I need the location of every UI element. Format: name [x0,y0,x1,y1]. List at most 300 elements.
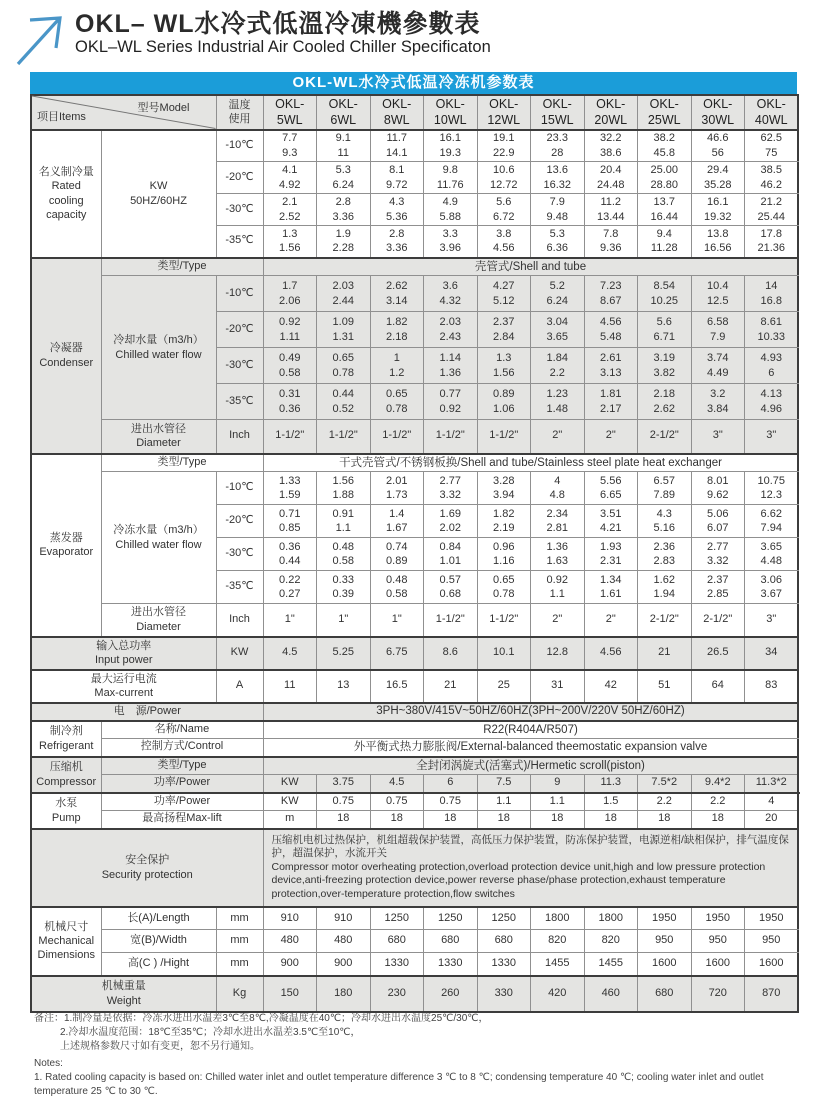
name-value-cell: R22(R404A/R507) [263,721,798,739]
value-cell: 2.77 3.32 [691,538,745,571]
value-cell: 20 [745,811,799,829]
value-cell: 900 [317,953,371,976]
doc-header [0,0,828,70]
value-cell: 2.8 3.36 [317,194,371,226]
note-line-zh1: 备注：1.制冷量是依据：冷冻水进出水温差3℃至8℃,冷凝温度在40℃；冷却水进出水温度25℃/30℃， [34,1013,489,1024]
value-cell: 13.8 16.56 [691,226,745,258]
value-cell: 680 [370,930,424,953]
value-cell: 4.3 5.36 [370,194,424,226]
value-cell: 1.7 2.06 [263,276,317,312]
value-cell: 0.92 1.11 [263,312,317,348]
doc-title-en: OKL–WL Series Industrial Air Cooled Chiller Specificaton [75,38,491,56]
model-header-cell: OKL- 30WL [691,95,745,130]
value-cell: 820 [584,930,638,953]
value-cell: 2" [531,604,585,637]
temp-cell: -30℃ [216,194,263,226]
table-row [31,472,798,505]
model-header-cell: OKL- 15WL [531,95,585,130]
value-cell: 0.48 0.58 [317,538,371,571]
model-label: 型号Model [137,102,190,114]
name-label-cell: 名称/Name [101,721,263,739]
value-cell: 38.5 46.2 [745,162,799,194]
value-cell: 5.56 6.65 [584,472,638,505]
value-cell: 8.61 10.33 [745,312,799,348]
table-row [31,721,798,739]
temp-cell: -30℃ [216,538,263,571]
value-cell: 0.57 0.68 [424,571,478,604]
value-cell: 480 [317,930,371,953]
value-cell: 1330 [370,953,424,976]
value-cell: 1.69 2.02 [424,505,478,538]
section-label-cell: 机械重量 Weight [31,976,216,1012]
temp-header-cell: 温度 使用 [216,95,263,130]
doc-title-zh: OKL– WL水冷式低溫冷凍機參數表 [75,10,481,38]
notes [34,1012,814,1099]
value-cell: 3.06 3.67 [745,571,799,604]
control-label-cell: 控制方式/Control [101,739,263,757]
value-cell: 13 [317,670,371,703]
value-cell: 8.6 [424,637,478,670]
value-cell: 18 [424,811,478,829]
value-cell: 1.84 2.2 [531,348,585,384]
value-cell: 46.6 56 [691,130,745,162]
flow-label-cell: 冷却水量（m3/h） Chilled water flow [101,276,216,420]
value-cell: 2" [531,420,585,454]
control-value-cell: 外平衡式热力膨胀阀/External-balanced theemostatic expansion valve [263,739,798,757]
value-cell: 0.74 0.89 [370,538,424,571]
table-row [31,95,798,130]
value-cell: 8.01 9.62 [691,472,745,505]
value-cell: 9.4 11.28 [638,226,692,258]
value-cell: 6 [424,775,478,793]
diameter-label-cell: 进出水管径 Diameter [101,604,216,637]
model-header-cell: OKL- 6WL [317,95,371,130]
value-cell: 42 [584,670,638,703]
value-cell: 31 [531,670,585,703]
value-cell: 16.5 [370,670,424,703]
unit-cell: mm [216,907,263,930]
value-cell: 950 [691,930,745,953]
value-cell: 0.92 1.1 [531,571,585,604]
value-cell: 1.36 1.63 [531,538,585,571]
value-cell: 1600 [745,953,799,976]
value-cell: 9 [531,775,585,793]
value-cell: 18 [691,811,745,829]
value-cell: 10.1 [477,637,531,670]
table-row [31,739,798,757]
table-row [31,930,798,953]
dim-label-cell: 宽(B)/Width [101,930,216,953]
value-cell: 4.5 [370,775,424,793]
value-cell: 1330 [477,953,531,976]
value-cell: 260 [424,976,478,1012]
security-text-zh: 压缩机电机过热保护，机组超载保护装置，高低压力保护装置，防冻保护装置，电源逆相/缺相保护，排气温度保护，超温保护，水流开关 [271,833,789,860]
value-cell: 2.36 2.83 [638,538,692,571]
value-cell: 7.7 9.3 [263,130,317,162]
power-label-cell: 功率/Power [101,775,263,793]
value-cell: 1.82 2.18 [370,312,424,348]
value-cell: 5.6 6.72 [477,194,531,226]
table-row [31,604,798,637]
value-cell: 2.2 [638,793,692,811]
temp-cell: -20℃ [216,505,263,538]
value-cell: 680 [638,976,692,1012]
model-header-cell: OKL- 10WL [424,95,478,130]
value-cell: 1950 [691,907,745,930]
value-cell: 13.6 16.32 [531,162,585,194]
value-cell: 21 [424,670,478,703]
value-cell: 3" [691,420,745,454]
value-cell: 4 [745,793,799,811]
value-cell: 2" [584,420,638,454]
type-label-cell: 类型/Type [101,757,263,775]
section-label-cell: 压缩机 Compressor [31,757,101,793]
value-cell: 2-1/2" [638,420,692,454]
model-header-cell: OKL- 25WL [638,95,692,130]
model-header-cell: OKL- 20WL [584,95,638,130]
value-cell: 12.8 [531,637,585,670]
value-cell: 16.1 19.3 [424,130,478,162]
table-row [31,907,798,930]
value-cell: 0.75 [424,793,478,811]
value-cell: 4 4.8 [531,472,585,505]
value-cell: 21.2 25.44 [745,194,799,226]
temp-cell: -35℃ [216,571,263,604]
value-cell: 2.2 [691,793,745,811]
value-cell: 3.6 4.32 [424,276,478,312]
value-cell: 3" [745,604,799,637]
value-cell: 0.33 0.39 [317,571,371,604]
value-cell: 10.6 12.72 [477,162,531,194]
value-cell: 0.36 0.44 [263,538,317,571]
section-label-cell: 冷凝器 Condenser [31,258,101,454]
value-cell: 680 [477,930,531,953]
diameter-label-cell: 进出水管径 Diameter [101,420,216,454]
temp-cell: -10℃ [216,276,263,312]
value-cell: 2.03 2.43 [424,312,478,348]
value-cell: 1.34 1.61 [584,571,638,604]
value-cell: 83 [745,670,799,703]
value-cell: 20.4 24.48 [584,162,638,194]
value-cell: 5.6 6.71 [638,312,692,348]
value-cell: 1600 [691,953,745,976]
temp-cell: -35℃ [216,226,263,258]
unit-cell: Inch [216,420,263,454]
value-cell: 0.89 1.06 [477,384,531,420]
type-label-cell: 类型/Type [101,258,263,276]
section-label-cell: 最大运行电流 Max-current [31,670,216,703]
flow-label-cell: 冷冻水量（m3/h） Chilled water flow [101,472,216,604]
value-cell: 2.34 2.81 [531,505,585,538]
value-cell: 9.4*2 [691,775,745,793]
value-cell: 0.75 [370,793,424,811]
value-cell: 180 [317,976,371,1012]
value-cell: 1.09 1.31 [317,312,371,348]
value-cell: 1-1/2" [424,604,478,637]
value-cell: 2-1/2" [691,604,745,637]
value-cell: 950 [745,930,799,953]
logo-arrow-icon [12,8,68,66]
table-row [31,757,798,775]
value-cell: 1.82 2.19 [477,505,531,538]
unit-cell: A [216,670,263,703]
value-cell: 1.62 1.94 [638,571,692,604]
section-label-cell: 名义制冷量 Rated cooling capacity [31,130,101,258]
spec-grid [30,94,799,1013]
temp-cell: -20℃ [216,162,263,194]
value-cell: 19.1 22.9 [477,130,531,162]
value-cell: 1 1.2 [370,348,424,384]
value-cell: 18 [584,811,638,829]
power-label-cell: 功率/Power [101,793,263,811]
value-cell: 1.1 [477,793,531,811]
value-cell: 5.3 6.36 [531,226,585,258]
value-cell: 820 [531,930,585,953]
power-supply-value-cell: 3PH~380V/415V~50HZ/60HZ(3PH~200V/220V 50HZ/60HZ) [263,703,798,721]
value-cell: 0.65 0.78 [370,384,424,420]
section-label-cell: 输入总功率 Input power [31,637,216,670]
value-cell: 34 [745,637,799,670]
value-cell: 1.9 2.28 [317,226,371,258]
value-cell: 4.5 [263,637,317,670]
temp-cell: -35℃ [216,384,263,420]
value-cell: 1455 [531,953,585,976]
value-cell: 11.3*2 [745,775,799,793]
value-cell: 3.8 4.56 [477,226,531,258]
value-cell: 0.22 0.27 [263,571,317,604]
value-cell: 0.77 0.92 [424,384,478,420]
value-cell: 0.75 [317,793,371,811]
value-cell: 8.1 9.72 [370,162,424,194]
value-cell: 910 [317,907,371,930]
value-cell: 3.75 [317,775,371,793]
value-cell: 1-1/2" [477,604,531,637]
model-header-cell: OKL- 8WL [370,95,424,130]
value-cell: 1.33 1.59 [263,472,317,505]
value-cell: 2.1 2.52 [263,194,317,226]
table-row [31,829,798,907]
temp-cell: -10℃ [216,130,263,162]
temp-cell: -10℃ [216,472,263,505]
unit-cell: mm [216,953,263,976]
table-row [31,811,798,829]
value-cell: 0.91 1.1 [317,505,371,538]
lift-label-cell: 最高扬程Max-lift [101,811,263,829]
value-cell: 0.49 0.58 [263,348,317,384]
value-cell: 460 [584,976,638,1012]
value-cell: 17.8 21.36 [745,226,799,258]
section-label-cell: 水泵 Pump [31,793,101,829]
security-text-en: Compressor motor overheating protection,overload protection device unit,high and low pressure protection device,anti-freezing protection device,power reverse phase/phase protection,exhaust temperature protection,over-temperature protection,flow switches [271,860,766,901]
value-cell: 1.3 1.56 [477,348,531,384]
value-cell: 2.37 2.84 [477,312,531,348]
value-cell: 1.1 [531,793,585,811]
value-cell: 10.4 12.5 [691,276,745,312]
table-row [31,703,798,721]
value-cell: 0.31 0.36 [263,384,317,420]
value-cell: 9.1 11 [317,130,371,162]
value-cell: 18 [638,811,692,829]
value-cell: 2.62 3.14 [370,276,424,312]
value-cell: 7.8 9.36 [584,226,638,258]
type-label-cell: 类型/Type [101,454,263,472]
value-cell: 1.23 1.48 [531,384,585,420]
corner-header-cell [31,95,216,130]
value-cell: 1330 [424,953,478,976]
table-row [31,976,798,1012]
value-cell: 2" [584,604,638,637]
section-label-cell: 制冷剂 Refrigerant [31,721,101,757]
value-cell: 26.5 [691,637,745,670]
model-header-cell: OKL- 5WL [263,95,317,130]
value-cell: 2.37 2.85 [691,571,745,604]
value-cell: 0.65 0.78 [317,348,371,384]
value-cell: 0.65 0.78 [477,571,531,604]
value-cell: 3.19 3.82 [638,348,692,384]
value-cell: 6.57 7.89 [638,472,692,505]
value-cell: 5.25 [317,637,371,670]
value-cell: 14 16.8 [745,276,799,312]
value-cell: 1.4 1.67 [370,505,424,538]
value-cell: 3.74 4.49 [691,348,745,384]
value-cell: 18 [531,811,585,829]
value-cell: 51 [638,670,692,703]
value-cell: 1250 [477,907,531,930]
value-cell: 3" [745,420,799,454]
value-cell: 3.3 3.96 [424,226,478,258]
table-row [31,793,798,811]
value-cell: 11.3 [584,775,638,793]
table-row [31,420,798,454]
value-cell: 4.3 5.16 [638,505,692,538]
value-cell: 5.2 6.24 [531,276,585,312]
unit-cell: Inch [216,604,263,637]
value-cell: 1-1/2" [477,420,531,454]
value-cell: 6.58 7.9 [691,312,745,348]
model-header-cell: OKL- 40WL [745,95,799,130]
value-cell: 1250 [370,907,424,930]
value-cell: 1.93 2.31 [584,538,638,571]
value-cell: 4.9 5.88 [424,194,478,226]
value-cell: 9.8 11.76 [424,162,478,194]
table-row [31,953,798,976]
type-value-cell: 全封闭涡旋式(活塞式)/Hermetic scroll(piston) [263,757,798,775]
value-cell: 32.2 38.6 [584,130,638,162]
value-cell: 3.2 3.84 [691,384,745,420]
value-cell: 25.00 28.80 [638,162,692,194]
section-label-cell: 蒸发器 Evaporator [31,454,101,637]
value-cell: 4.13 4.96 [745,384,799,420]
unit-cell: KW 50HZ/60HZ [101,130,216,258]
value-cell: 3.51 4.21 [584,505,638,538]
value-cell: 1" [263,604,317,637]
type-value-cell: 壳管式/Shell and tube [263,258,798,276]
value-cell: 1950 [638,907,692,930]
value-cell: 6.75 [370,637,424,670]
unit-cell: Kg [216,976,263,1012]
value-cell: 0.48 0.58 [370,571,424,604]
security-text-cell [263,829,798,907]
value-cell: 7.23 8.67 [584,276,638,312]
value-cell: 900 [263,953,317,976]
value-cell: 1600 [638,953,692,976]
value-cell: 680 [424,930,478,953]
unit-cell: mm [216,930,263,953]
table-banner: OKL-WL水冷式低温冷冻机参数表 [30,72,797,94]
dim-label-cell: 长(A)/Length [101,907,216,930]
unit-cell: m [263,811,317,829]
note-line-en1: 1. Rated cooling capacity is based on: Chilled water inlet and outlet temperature difference 3 ℃ to 8 ℃; condensing temperature 40 ℃; cooling water inlet and outlet temperature 25 ℃ to 30 ℃. [34,1071,764,1097]
value-cell: 2.61 3.13 [584,348,638,384]
value-cell: 2.77 3.32 [424,472,478,505]
value-cell: 330 [477,976,531,1012]
value-cell: 1-1/2" [424,420,478,454]
note-line-zh3: 上述规格参数尺寸如有变更，恕不另行通知。 [60,1041,260,1053]
unit-cell: KW [263,775,317,793]
temp-cell: -30℃ [216,348,263,384]
value-cell: 480 [263,930,317,953]
value-cell: 230 [370,976,424,1012]
value-cell: 2.01 1.73 [370,472,424,505]
spec-table [30,72,797,1013]
section-label-cell: 机械尺寸 Mechanical Dimensions [31,907,101,976]
value-cell: 10.75 12.3 [745,472,799,505]
value-cell: 1" [370,604,424,637]
value-cell: 3.04 3.65 [531,312,585,348]
value-cell: 2.18 2.62 [638,384,692,420]
type-value-cell: 干式壳管式/不锈钢板换/Shell and tube/Stainless steel plate heat exchanger [263,454,798,472]
value-cell: 4.1 4.92 [263,162,317,194]
value-cell: 1250 [424,907,478,930]
value-cell: 4.93 6 [745,348,799,384]
value-cell: 1-1/2" [263,420,317,454]
value-cell: 13.7 16.44 [638,194,692,226]
value-cell: 420 [531,976,585,1012]
value-cell: 64 [691,670,745,703]
value-cell: 2.03 2.44 [317,276,371,312]
value-cell: 7.5*2 [638,775,692,793]
section-label-cell: 安全保护 Security protection [31,829,263,907]
value-cell: 950 [638,930,692,953]
value-cell: 0.44 0.52 [317,384,371,420]
value-cell: 1.3 1.56 [263,226,317,258]
value-cell: 1.14 1.36 [424,348,478,384]
value-cell: 25 [477,670,531,703]
value-cell: 1.56 1.88 [317,472,371,505]
value-cell: 0.84 1.01 [424,538,478,571]
value-cell: 910 [263,907,317,930]
value-cell: 1-1/2" [317,420,371,454]
value-cell: 18 [477,811,531,829]
value-cell: 6.62 7.94 [745,505,799,538]
value-cell: 870 [745,976,799,1012]
value-cell: 11.2 13.44 [584,194,638,226]
value-cell: 23.3 28 [531,130,585,162]
value-cell: 16.1 19.32 [691,194,745,226]
value-cell: 720 [691,976,745,1012]
items-label: 项目Items [37,110,86,123]
value-cell: 5.3 6.24 [317,162,371,194]
table-row [31,637,798,670]
value-cell: 1-1/2" [370,420,424,454]
table-row [31,258,798,276]
unit-cell: KW [263,793,317,811]
value-cell: 5.06 6.07 [691,505,745,538]
value-cell: 8.54 10.25 [638,276,692,312]
value-cell: 38.2 45.8 [638,130,692,162]
table-row [31,130,798,162]
value-cell: 4.56 [584,637,638,670]
